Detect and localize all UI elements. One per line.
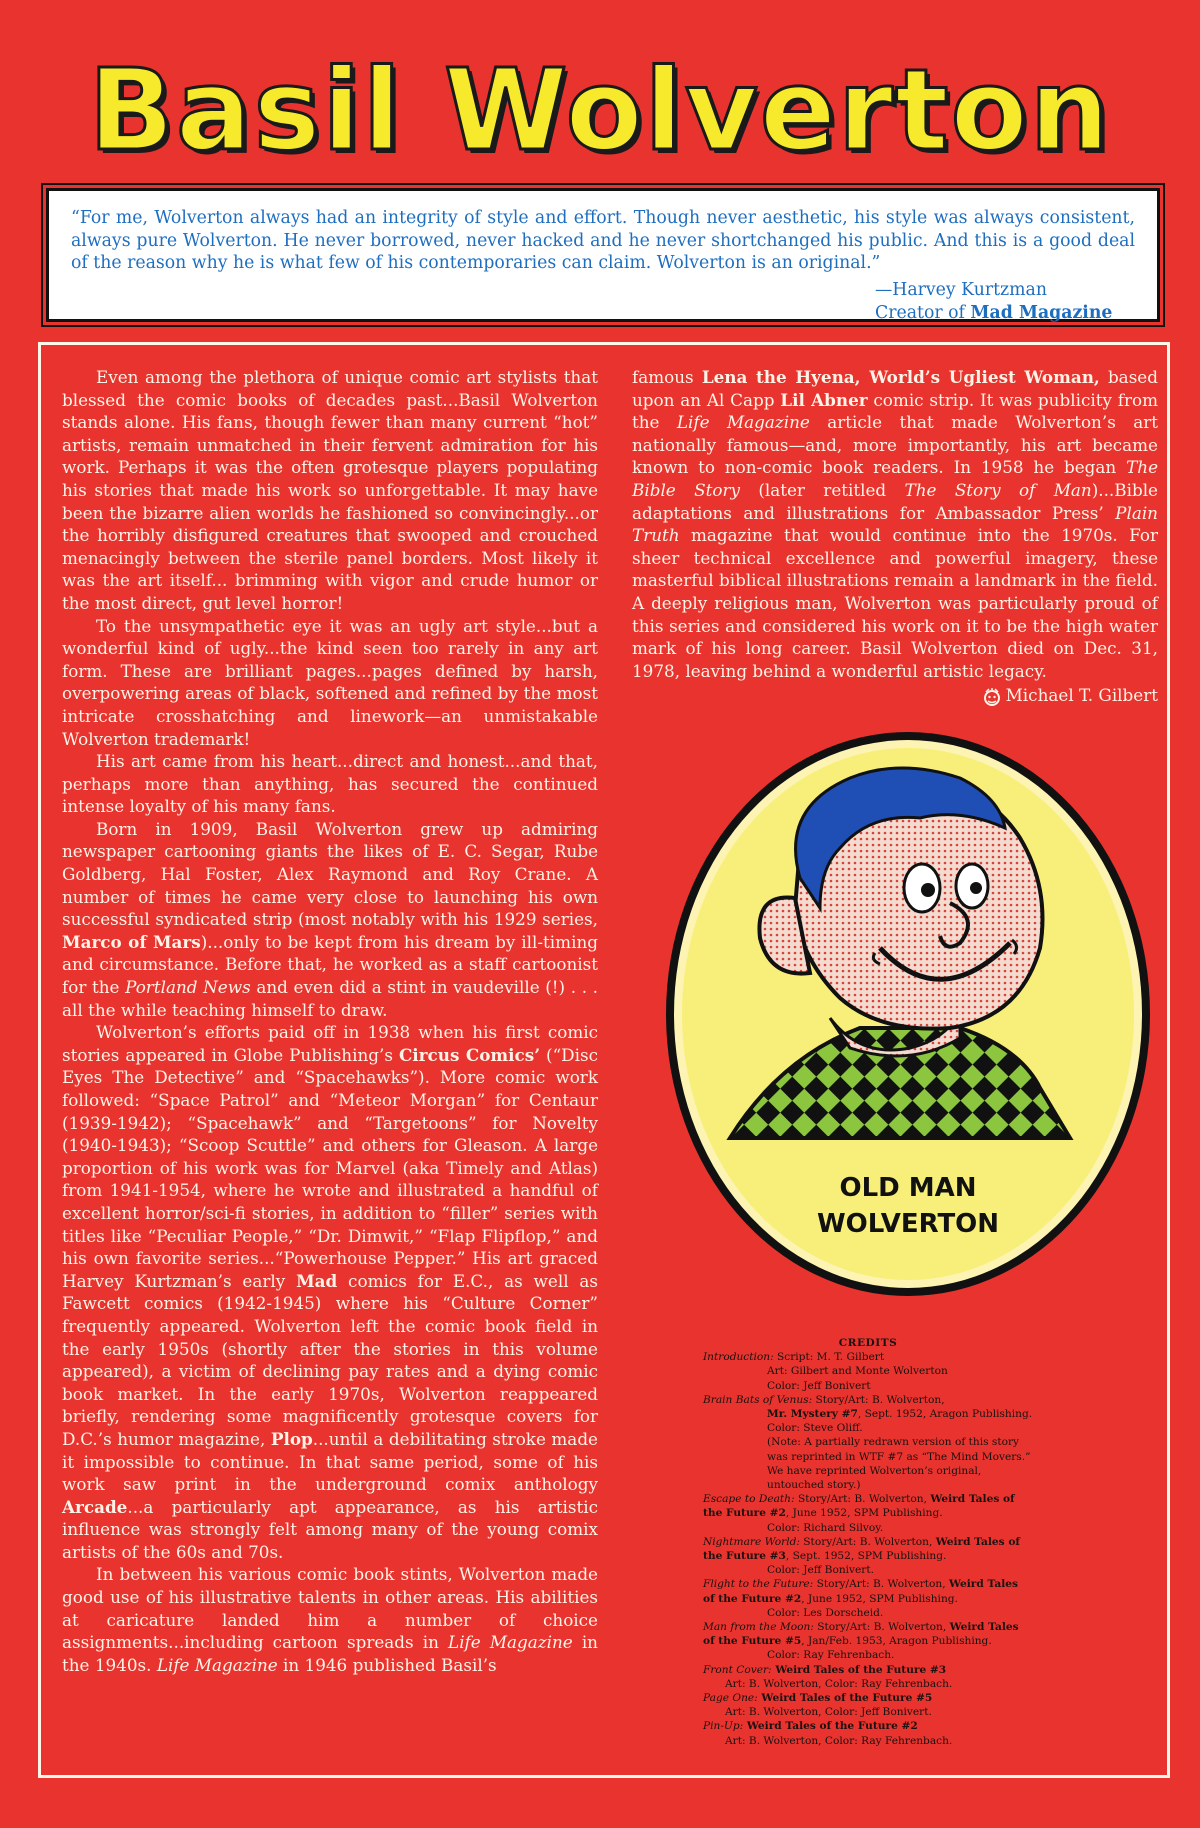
article-right-column [632,366,1158,707]
quote-role-magazine: Mad Magazine [970,302,1113,323]
article-left-column [62,366,598,1676]
article-paragraph: To the unsympathetic eye it was an ugly art style...but a wonderful kind of ugly...the kind seen too rarely in any art form. These are brilliant pages...pages defined by harsh, overpowering areas of black, softened and refined by the most intricate crosshatching and linework—an unmistakable Wolverton trademark! [62,615,598,749]
credit-entry: Front Cover: Weird Tales of the Future #3 Art: B. Wolverton, Color: Ray Fehrenbach. [703,1663,953,1690]
portrait-caption-line2: WOLVERTON [816,1209,1000,1239]
credit-entry: Flight to the Future: Story/Art: B. Wolverton, Weird Tales of the Future #2, June 1952, SPM Publishing. Color: Les Dorscheid. [703,1578,1018,1619]
credit-entry: Page One: Weird Tales of the Future #5 Art: B. Wolverton, Color: Jeff Bonivert. [703,1692,933,1719]
old-man-wolverton-portrait [660,728,1156,1300]
article-paragraph: In between his various comic book stints, Wolverton made good use of his illustrative talents in other areas. His abilities at caricature landed him a number of choice assignments...including cartoon spreads in Life Magazine in the 1940s. Life Magazine in 1946 published Basil’s [62,1564,598,1675]
credits-title: CREDITS [838,1337,898,1349]
quote-box [46,188,1160,322]
article-paragraph: Born in 1909, Basil Wolverton grew up admiring newspaper cartooning giants the likes of E. C. Segar, Rube Goldberg, Hal Foster, Alex Raymond and Roy Crane. A number of times he came very close to launching his own successful syndicated strip (most notably with his 1929 series, Marco of Mars)...only to be kept from his dream by ill-timing and circumstance. Before that, he worked as a staff cartoonist for the Portland News and even did a stint in vaudeville (!) . . . all the while teaching himself to draw. [62,818,598,1020]
page-title: Basil Wolverton [88,46,1112,176]
credit-entry: Pin-Up: Weird Tales of the Future #2 Art: B. Wolverton, Color: Ray Fehrenbach. [703,1720,953,1747]
article-paragraph: Wolverton’s efforts paid off in 1938 when his first comic stories appeared in Globe Publishing’s Circus Comics’ (“Disc Eyes The Detective” and “Spacehawks”). More comic work followed: “Space Patrol” and “Meteor Morgan” for Centaur (1939-1942); “Spacehawk” and “Targetoons” for Novelty (1940-1943); “Scoop Scuttle” and others for Gleason. A large proportion of his work was for Marvel (aka Timely and Atlas) from 1941-1954, where he wrote and illustrated a handful of excellent horror/sci-fi stories, in addition to “filler” series with titles like “Peculiar People,” “Dr. Dimwit,” “Flap Flipflop,” and his own favorite series...“Powerhouse Pepper.” His art graced Harvey Kurtzman’s early Mad comics for E.C., as well as Fawcett comics (1942-1945) where his “Culture Corner” frequently appeared. Wolverton left the comic book field in the early 1950s (shortly after the stories in this volume appeared), a victim of declining pay rates and a dying comic book market. In the early 1970s, Wolverton reappeared briefly, rendering some magnificently grotesque covers for D.C.’s humor magazine, Plop...until a debilitating stroke made it impossible to continue. In that same period, some of his work saw print in the underground comix anthology Arcade...a particularly apt appearance, as his artistic influence was strongly felt among many of the young comix artists of the 60s and 70s. [62,1022,599,1562]
quote-author-role [875,302,1112,325]
credit-entry: Brain Bats of Venus: Story/Art: B. Wolverton, Mr. Mystery #7, Sept. 1952, Aragon Publishing. Color: Steve Oliff. (Note: A partially redrawn version of this story was reprinted in WTF #7 as “The Mind Movers.” We have reprinted Wolverton’s original, untouched story.) [703,1393,1033,1492]
article-paragraph: Even among the plethora of unique comic art stylists that blessed the comic books of decades past...Basil Wolverton stands alone. His fans, though fewer than many current “hot” artists, remain unmatched in their fervent admiration for his work. Perhaps it was the often grotesque players populating his stories that made his work so unforgettable. It may have been the bizarre alien worlds he fashioned so convincingly...or the horribly disfigured creatures that swooped and crouched menacingly between the sterile panel borders. Most likely it was the art itself... brimming with vigor and crude humor or the most direct, gut level horror! [62,367,598,613]
portrait-caption-line1: OLD MAN [839,1173,977,1203]
quote-attribution [875,279,1112,324]
article-paragraph: famous Lena the Hyena, World’s Ugliest Woman, based upon an Al Capp Lil Abner comic strip. It was publicity from the Life Magazine article that made Wolverton’s art nationally famous—and, more importantly, his art became known to non-comic book readers. In 1958 he began The Bible Story (later retitled The Story of Man)...Bible adaptations and illustrations for Ambassador Press’ Plain Truth magazine that would continue into the 1970s. For sheer technical excellence and powerful imagery, these masterful biblical illustrations remain a landmark in the field. A deeply religious man, Wolverton was particularly proud of this series and considered his work on it to be the high water mark of his long career. Basil Wolverton died on Dec. 31, 1978, leaving behind a wonderful artistic legacy. [632,367,1158,681]
quote-author: —Harvey Kurtzman [875,280,1047,300]
signature-face-icon [982,688,1002,706]
credit-entry: Escape to Death: Story/Art: B. Wolverton, Weird Tales of the Future #2, June 1952, SPM Publishing. Color: Richard Silvoy. [703,1493,1015,1534]
quote-role-prefix: Creator of [875,302,971,323]
quote-text: “For me, Wolverton always had an integrity of style and effort. Though never aesthetic, his style was always consistent, always pure Wolverton. He never borrowed, never hacked and he never shortchanged his public. And this is a good deal of the reason why he is what few of his contemporaries can claim. Wolverton is an original.” [71,208,1135,273]
article-paragraph: His art came from his heart...direct and honest...and that, perhaps more than anything, has secured the continued intense loyalty of his many fans. [62,751,598,817]
credit-entry: Introduction: Script: M. T. Gilbert Art: Gilbert and Monte Wolverton Color: Jeff Bonivert [703,1351,948,1392]
author-signature: Michael T. Gilbert [632,684,1158,707]
credits-block [703,1336,1033,1748]
credit-entry: Man from the Moon: Story/Art: B. Wolverton, Weird Tales of the Future #5, Jan/Feb. 1953, Aragon Publishing. Color: Ray Fehrenbach. [703,1621,1019,1662]
credit-entry: Nightmare World: Story/Art: B. Wolverton, Weird Tales of the Future #3, Sept. 1952, SPM Publishing. Color: Jeff Bonivert. [703,1535,1020,1577]
